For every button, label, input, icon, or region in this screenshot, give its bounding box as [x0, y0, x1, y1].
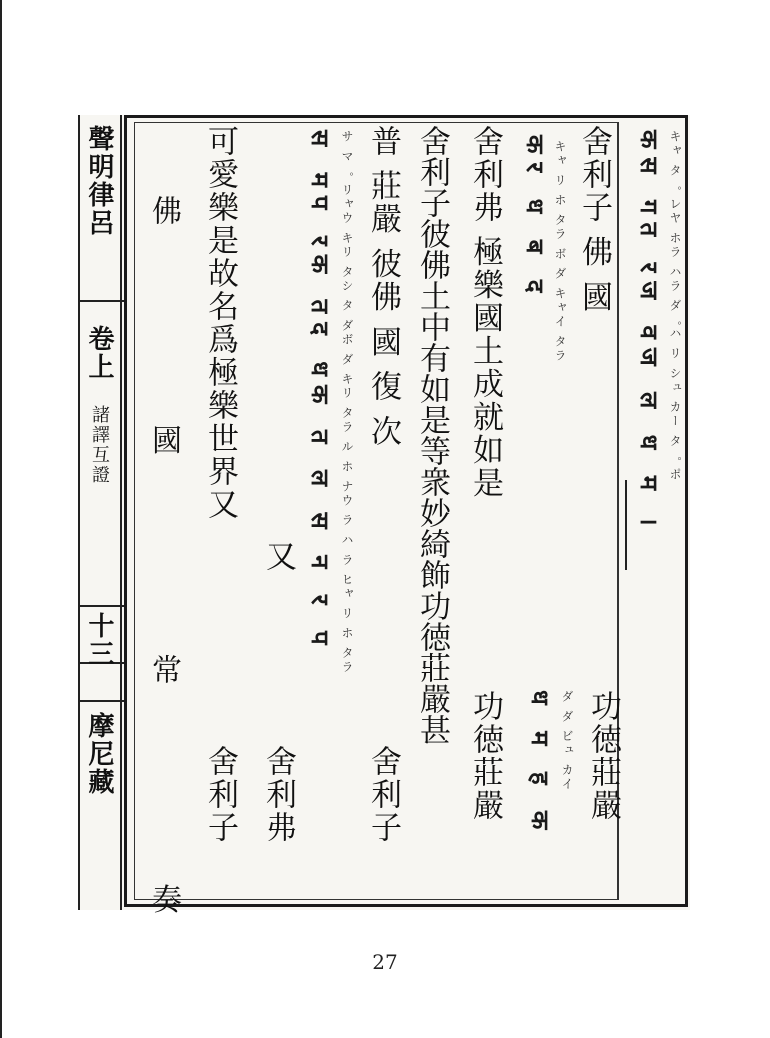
column-5: 普 莊嚴 彼佛 國 復 次: [365, 125, 401, 449]
margin-divider: [78, 700, 124, 702]
margin-inner-rule: [120, 115, 122, 910]
column-3-bottom: 功徳莊嚴: [467, 690, 503, 822]
page-left-rule: [0, 0, 2, 1038]
column-8-bottom: 舍利子: [202, 745, 238, 844]
column-2-top: 舍利子 佛 國: [576, 125, 612, 314]
column-1-bar: [625, 480, 627, 570]
column-2-siddham-bottom: ध म ह क: [526, 690, 555, 839]
column-1-siddham: कस गत रज वज ल ध म ।: [635, 130, 664, 535]
column-6-kana: サ マ゜ リャウ キリ タシ タ ダボ ダ キリ タラ ル ホ ナウ ラ ハ ラ ヒャ リ ホ タラ: [340, 130, 354, 675]
margin-divider: [78, 605, 124, 607]
page-number: 27: [372, 950, 398, 974]
margin-section: 卷上: [84, 325, 114, 381]
column-3-top: 舍利弗 極樂國土成就如是: [467, 125, 503, 500]
column-9: 佛 國 常 奏: [146, 195, 181, 1009]
column-2-kana-bottom: ダ ダ ビュ カイ: [560, 690, 574, 792]
margin-subtitle: 諸譯互證: [89, 405, 110, 485]
column-7-bottom: 舍利弗: [260, 745, 296, 844]
margin-divider: [78, 300, 124, 302]
column-5-bottom: 舍利子: [365, 745, 401, 844]
column-4: 舍利子彼佛土中有如是等衆妙綺飾功徳莊嚴甚: [414, 125, 450, 745]
margin-folio: 十三: [84, 612, 114, 668]
margin-footer: 摩尼藏: [84, 712, 114, 796]
margin-title: 聲明律呂: [84, 125, 114, 237]
column-1-bottom: 功徳莊嚴: [585, 690, 621, 822]
column-7-top: 又: [260, 540, 296, 573]
column-8: 可愛樂是故名爲極樂世界又: [202, 125, 238, 521]
column-1-kana: キャ タ゜ レヤ ホラ ハラ ダ゜ハ リ シュ カー タ゜ ポ: [668, 130, 682, 483]
margin-outer-rule: [78, 115, 80, 910]
column-2-siddham: कर ध ब द: [521, 135, 550, 302]
column-6-siddham: स मप रक तद धक त ल स न र प: [306, 130, 335, 654]
column-2-kana: キャ リ ホ タラ ボ ダ キャイ タラ: [553, 140, 567, 363]
